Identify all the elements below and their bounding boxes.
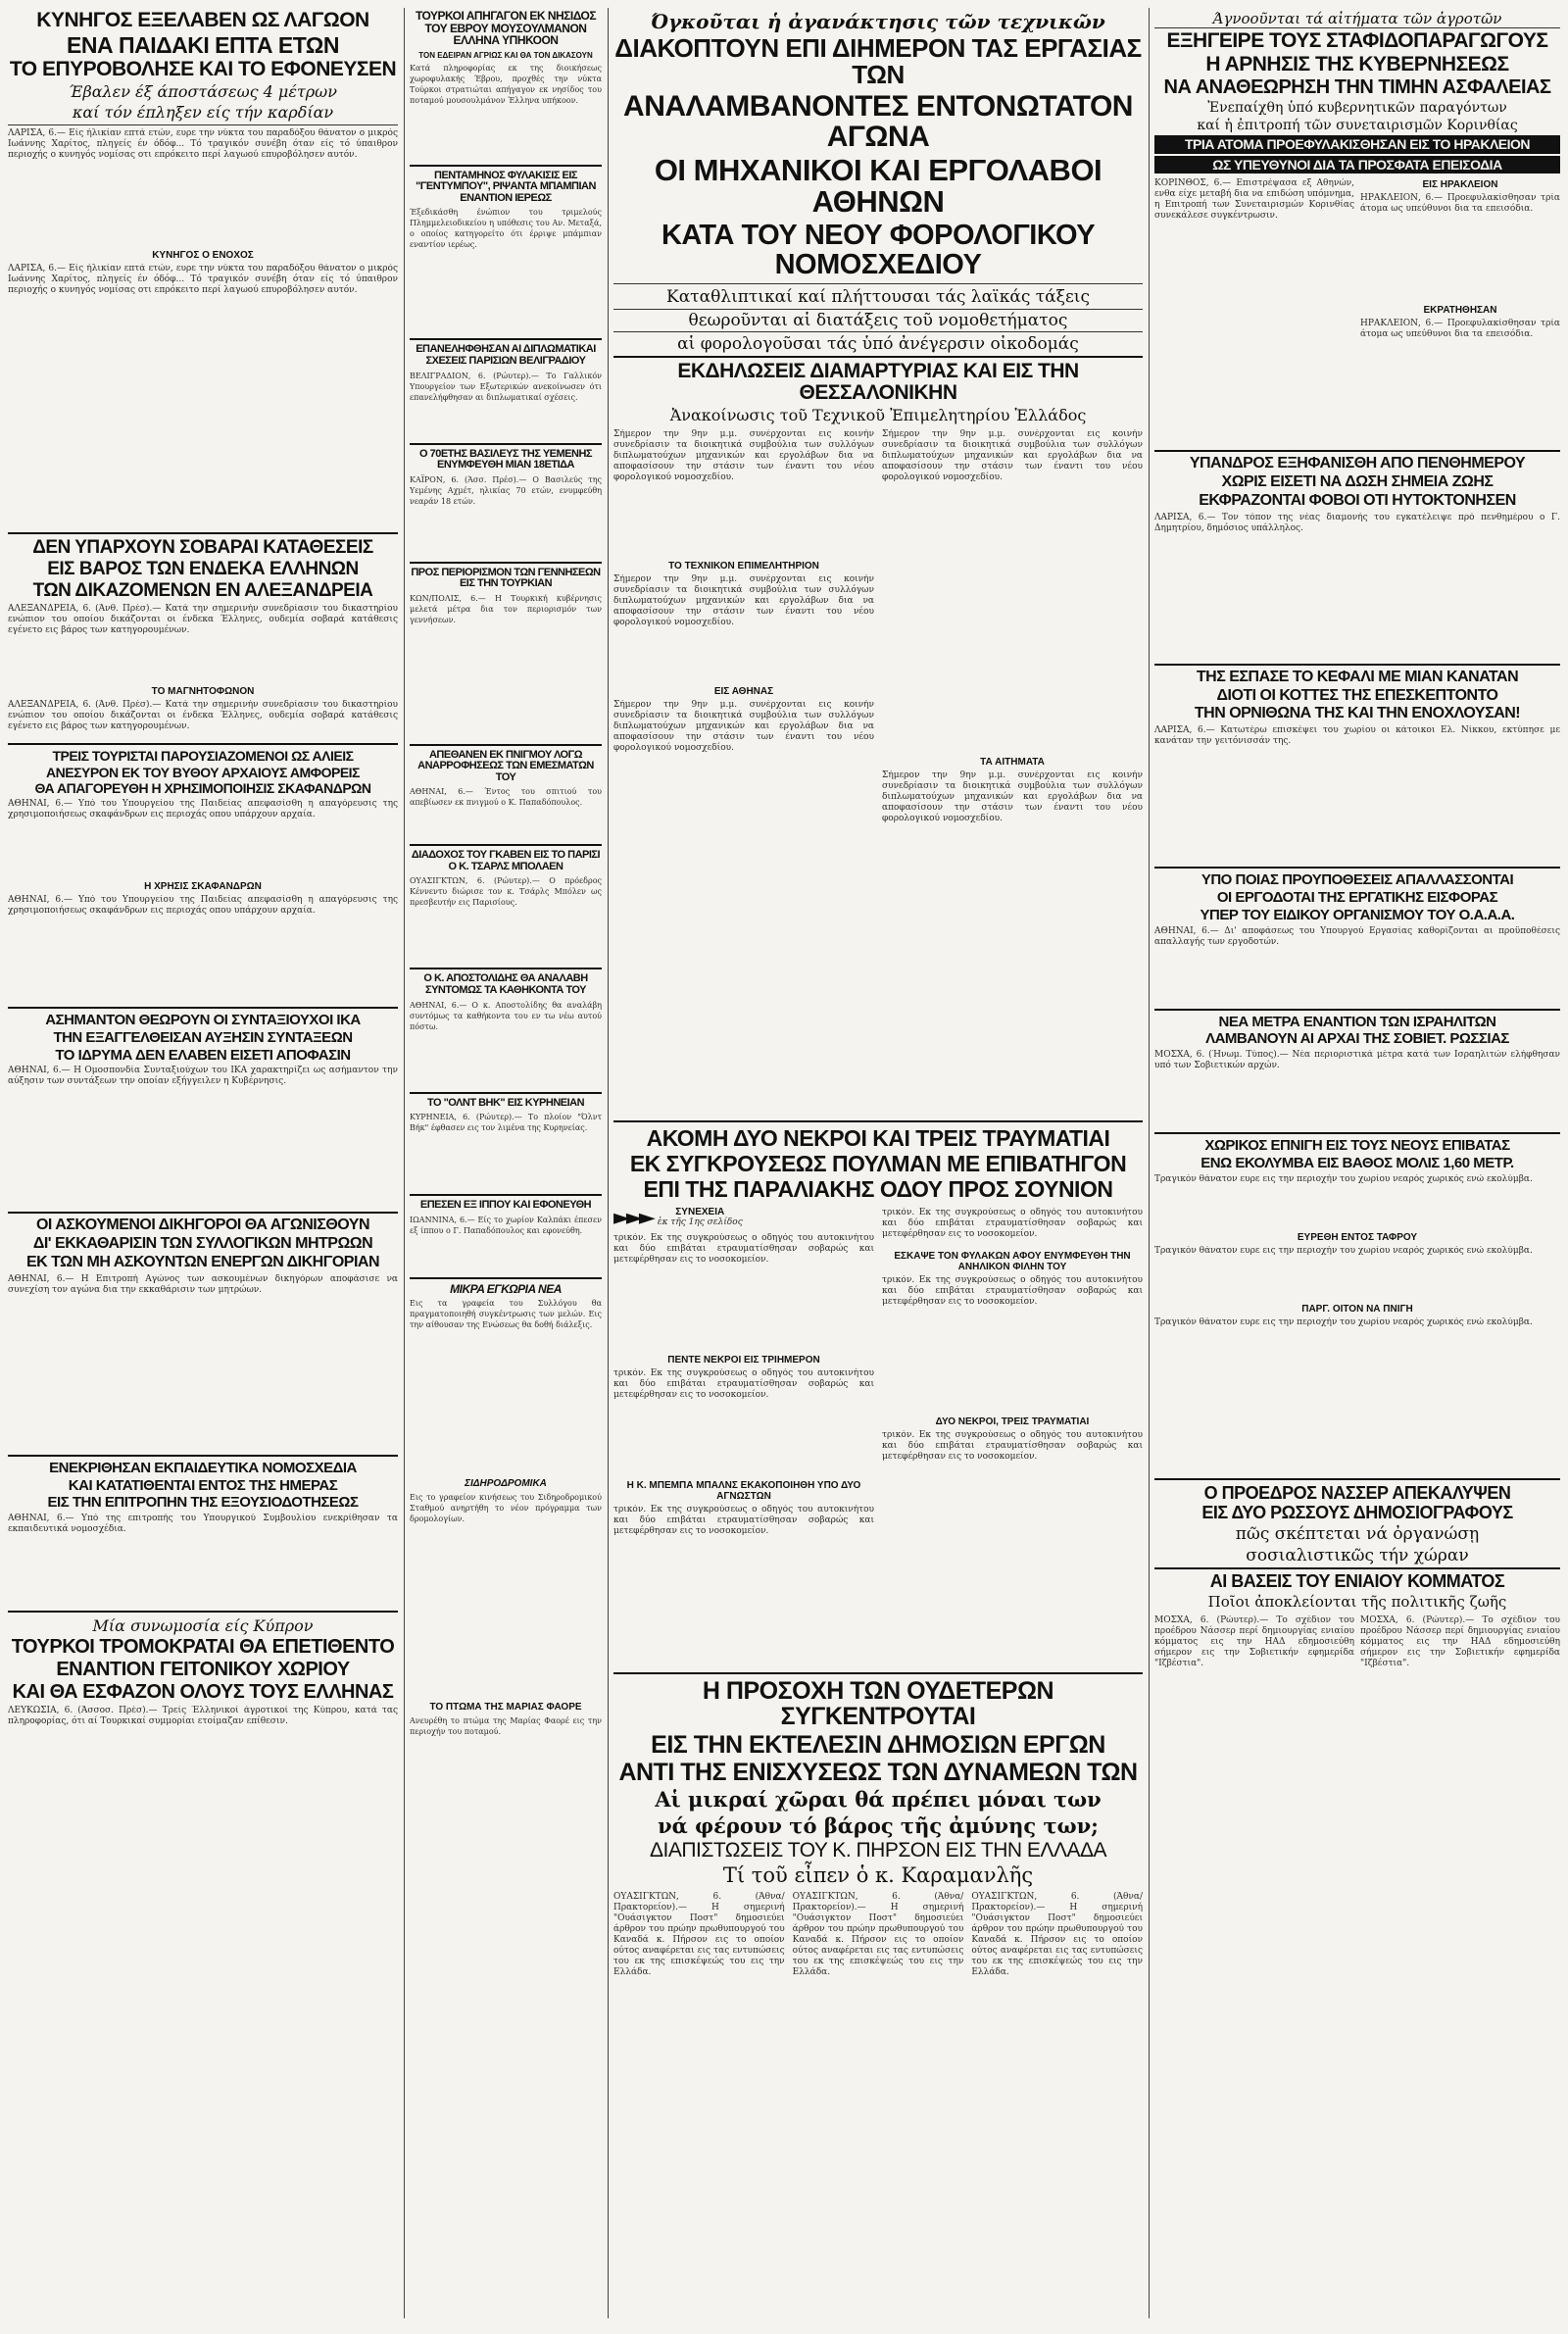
subheadline: Τί τοῦ εἶπεν ὁ κ. Καραμανλῆς — [722, 1863, 1034, 1888]
column-rule — [404, 8, 405, 2318]
headline: ΕΙΣ ΤΗΝ ΕΚΤΕΛΕΣΙΝ ΔΗΜΟΣΙΩΝ ΕΡΓΩΝ — [651, 1730, 1105, 1759]
inner-heading: ΠΑΡΓ. ΟΙΤΟΝ ΝΑ ΠΝΙΓΗ — [1301, 1303, 1413, 1315]
article-body: τρικόν. Εκ της συγκρούσεως ο οδηγός του αυτοκινήτου και δύο επιβάται ετραυματίσθησαν σοβαρώς και μετεφέρθησαν εις το νοσοκομείον. — [613, 1233, 874, 1266]
article-missing-man — [1154, 456, 1560, 659]
article-body: ΛΑΡΙΣΑ, 6.— Κατωτέρω επισκέψει του χωρίου οι κάτοικοι Ελ. Νίκκου, εκτύπησε με κανάταν την γειτόνισσάν της. — [1154, 725, 1560, 747]
article-body: τρικόν. Εκ της συγκρούσεως ο οδηγός του αυτοκινήτου και δύο επιβάται ετραυματίσθησαν σοβαρώς και μετεφέρθησαν εις το νοσοκομείον. — [613, 1368, 874, 1401]
headline: ΕΚ ΤΩΝ ΜΗ ΑΣΚΟΥΝΤΩΝ ΕΝΕΡΓΩΝ ΔΙΚΗΓΟΡΙΑΝ — [26, 1253, 379, 1270]
headline: Ο 70ΕΤΗΣ ΒΑΣΙΛΕΥΣ ΤΗΣ ΥΕΜΕΝΗΣ ΕΝΥΜΦΕΥΘΗ ΜΙΑΝ 18ΕΤΙΔΑ — [418, 447, 592, 472]
article-body: ΗΡΑΚΛΕΙΟΝ, 6.— Προεφυλακίσθησαν τρία άτομα ως υπεύθυνοι δια τα επεισόδια. — [1360, 319, 1560, 340]
article-body: Τραγικόν θάνατον ευρε εις την περιοχήν του χωρίου νεαρός χωρικός ενώ εκολύμβα. — [1154, 1245, 1533, 1256]
article-body: ΛΕΥΚΩΣΙΑ, 6. (Άσσοσ. Πρέσ).— Τρείς Έλληνικοί άγροτικοί της Κύπρου, κατά τας πληροφορίας, ότι αί Τουρκικαί συμμορίαι ετοίμαζαν επίθεσιν. — [8, 1706, 398, 1726]
column-4 — [1154, 8, 1560, 1785]
article-body: ΜΟΣΧΑ, 6. (Ρώυτερ).— Το σχέδιον του προέδρου Νάσσερ περί δημιουργίας ενιαίου κόμματος εις την ΗΑΔ εδημοσιεύθη σήμερον εις την Σοβιετικήν εφημερίδα "Ιζβέστια". — [1154, 1615, 1354, 1669]
headline: ΕΝΑΝΤΙΟΝ ΓΕΙΤΟΝΙΚΟΥ ΧΩΡΙΟΥ — [56, 1659, 350, 1680]
article-body: ΛΑΡΙΣΑ, 6.— Τον τόπον της νέας διαμονής του εγκατέλειψε πρό πενθημέρου ο Γ. Δημητρίου, δημόσιος υπάλληλος. — [1154, 512, 1560, 533]
article-body: ΑΛΕΞΑΝΔΡΕΙΑ, 6. (Άνθ. Πρέσ).— Κατά την σημερινήν συνεδρίασιν του δικαστηρίου ενώπιον του οποίου δικάζονται οι ένδεκα Έλληνες, ουδεμία σοβαρά κατάθεσις εγένετο εις βάρος των κατηγορουμένων. — [8, 700, 398, 732]
headline: Ο ΠΡΟΕΔΡΟΣ ΝΑΣΣΕΡ ΑΠΕΚΑΛΥΨΕΝ — [1203, 1482, 1511, 1503]
column-3 — [613, 8, 1143, 2071]
headline: Ο Κ. ΑΠΟΣΤΟΛΙΔΗΣ ΘΑ ΑΝΑΛΑΒΗ ΣΥΝΤΟΜΩΣ ΤΑ ΚΑΘΗΚΟΝΤΑ ΤΟΥ — [423, 972, 588, 996]
article-body: ΑΘΗΝΑΙ, 6.— Έντος του σπιτιού του απεβίωσεν εκ πνιγμού ο Κ. Παπαδόπουλος. — [410, 787, 602, 808]
article-body: ΑΘΗΝΑΙ, 6.— Υπό του Υπουργείου της Παιδείας απεφασίσθη η απαγόρευσις της χρησιμοποιήσεως σκαφάνδρων εις περιοχάς οπου υπάρχουν αρχαία. — [8, 799, 398, 820]
headline: ΥΠΕΡ ΤΟΥ ΕΙΔΙΚΟΥ ΟΡΓΑΝΙΣΜΟΥ ΤΟΥ Ο.Α.Α.Α. — [1200, 906, 1515, 923]
article-body: Εις το γραφείον κινήσεως του Σιδηροδρομικού Σταθμού ανηρτήθη το νέον πρόγραμμα των δρομολογίων. — [410, 1493, 602, 1524]
subheadline: σοσιαλιστικῶς τήν χώραν — [1246, 1546, 1469, 1566]
article-body: Ανευρέθη το πτώμα της Μαρίας Φαορέ εις την περιοχήν του ποταμού. — [410, 1716, 602, 1737]
headline: ΕΙΣ ΔΥΟ ΡΩΣΣΟΥΣ ΔΗΜΟΣΙΟΓΡΑΦΟΥΣ — [1201, 1503, 1513, 1523]
column-1 — [8, 8, 398, 1856]
inner-heading: ΤΟ ΤΕΧΝΙΚΟΝ ΕΠΙΜΕΛΗΤΗΡΙΟΝ — [668, 560, 819, 571]
headline: ΧΩΡΙΣ ΕΙΣΕΤΙ ΝΑ ΔΩΣΗ ΣΗΜΕΙΑ ΖΩΗΣ — [1221, 473, 1494, 491]
inner-heading: ΕΙΣ ΑΘΗΝΑΣ — [713, 685, 774, 697]
subheadline: Ποῖοι ἀποκλείονται τῆς πολιτικῆς ζωῆς — [1207, 1593, 1507, 1612]
headline: ΠΕΝΤΑΜΗΝΟΣ ΦΥΛΑΚΙΣΙΣ ΕΙΣ "ΓΕΝΤΥΜΠΟΥ", ΡΙΨΑΝΤΑ ΜΠΑΜΠΙΑΝ ΕΝΑΝΤΙΟΝ ΙΕΡΕΩΣ — [416, 169, 596, 204]
article-body: ΙΩΑΝΝΙΝΑ, 6.— Είς το χωρίον Καλπάκι έπεσεν εξ ίππου ο Γ. Παπαδόπουλος και εφονεύθη. — [410, 1215, 602, 1235]
headline: ΑΠΕΘΑΝΕΝ ΕΚ ΠΝΙΓΜΟΥ ΛΟΓΩ ΑΝΑΡΡΟΦΗΣΕΩΣ ΤΩΝ ΕΜΕΣΜΑΤΩΝ ΤΟΥ — [417, 748, 594, 783]
headline: ΤΡΕΙΣ ΤΟΥΡΙΣΤΑΙ ΠΑΡΟΥΣΙΑΖΟΜΕΝΟΙ ΩΣ ΑΛΙΕΙΣ — [52, 748, 354, 765]
headline: ΕΙΣ ΤΗΝ ΕΠΙΤΡΟΠΗΝ ΤΗΣ ΕΞΟΥΣΙΟΔΟΤΗΣΕΩΣ — [47, 1494, 359, 1512]
headline: ΤΟΥΡΚΟΙ ΑΠΗΓΑΓΟΝ ΕΚ ΝΗΣΙΔΟΣ ΤΟΥ ΕΒΡΟΥ ΜΟΥΣΟΥΛΜΑΝΟΝ ΕΛΛΗΝΑ ΥΠΗΚΟΟΝ — [415, 9, 597, 48]
subheadline: ΤΟΝ ΕΔΕΙΡΑΝ ΑΓΡΙΩΣ ΚΑΙ ΘΑ ΤΟΝ ΔΙΚΑΣΟΥΝ — [418, 50, 593, 60]
headline: ΛΑΜΒΑΝΟΥΝ ΑΙ ΑΡΧΑΙ ΤΗΣ ΣΟΒΙΕΤ. ΡΩΣΣΙΑΣ — [1205, 1030, 1509, 1048]
article-jug — [1154, 670, 1560, 863]
subheadline: Ἀνακοίνωσις τοῦ Τεχνικοῦ Ἐπιμελητηρίου Ἑλλάδος — [669, 405, 1087, 424]
article-body: ΗΡΑΚΛΕΙΟΝ, 6.— Προεφυλακίσθησαν τρία άτομα ως υπεύθυνοι δια τα επεισόδια. — [1360, 193, 1560, 215]
headline: ΑΚΟΜΗ ΔΥΟ ΝΕΚΡΟΙ ΚΑΙ ΤΡΕΙΣ ΤΡΑΥΜΑΤΙΑΙ — [646, 1124, 1110, 1151]
article-body: ΜΟΣΧΑ, 6. (Ήνωμ. Τύπος).— Νέα περιοριστικά μέτρα κατά των Ισραηλιτών ελήφθησαν υπό των Σοβιετικών αρχών. — [1154, 1050, 1560, 1070]
subheadline: θεωροῦνται αἱ διατάξεις τοῦ νομοθετήματος — [613, 309, 1143, 332]
headline: ΝΕΑ ΜΕΤΡΑ ΕΝΑΝΤΙΟΝ ΤΩΝ ΙΣΡΑΗΛΙΤΩΝ — [1218, 1013, 1496, 1030]
headline: ΕΝΕΚΡΙΘΗΣΑΝ ΕΚΠΑΙΔΕΥΤΙΚΑ ΝΟΜΟΣΧΕΔΙΑ — [49, 1459, 357, 1476]
headline: ΕΚΔΗΛΩΣΕΙΣ ΔΙΑΜΑΡΤΥΡΙΑΣ ΚΑΙ ΕΙΣ ΤΗΝ ΘΕΣΣΑΛΟΝΙΚΗΝ — [613, 356, 1143, 404]
headline: ΕΠΑΝΕΛΗΦΘΗΣΑΝ ΑΙ ΔΙΠΛΩΜΑΤΙΚΑΙ ΣΧΕΣΕΙΣ ΠΑΡΙΣΙΩΝ ΒΕΛΙΓΡΑΔΙΟΥ — [416, 343, 596, 367]
article-hunter — [8, 10, 398, 528]
article-belgrade — [410, 344, 602, 438]
kicker: Όγκοῦται ἡ ἀγανάκτησις τῶν τεχνικῶν — [651, 10, 1105, 33]
headline: ΜΙΚΡΑ ΕΓΚΩΡΙΑ ΝΕΑ — [450, 1281, 562, 1296]
inner-heading: Η Κ. ΜΠΕΜΠΑ ΜΠΑΛΝΣ ΕΚΑΚΟΠΟΙΗΘΗ ΥΠΟ ΔΥΟ ΑΓΝΩΣΤΩΝ — [626, 1480, 861, 1503]
kicker: Άγνοοῦνται τά αἰτήματα τῶν ἀγροτῶν — [1154, 10, 1560, 28]
headline: Η ΠΡΟΣΟΧΗ ΤΩΝ ΟΥΔΕΤΕΡΩΝ ΣΥΓΚΕΝΤΡΟΥΤΑΙ — [702, 1677, 1054, 1731]
inner-heading: ΔΥΟ ΝΕΚΡΟΙ, ΤΡΕΙΣ ΤΡΑΥΜΑΤΙΑΙ — [935, 1416, 1090, 1428]
inner-heading: ΕΙΣ ΗΡΑΚΛΕΙΟΝ — [1422, 179, 1498, 191]
headline: ΔΙΟΤΙ ΟΙ ΚΟΤΤΕΣ ΤΗΣ ΕΠΕΣΚΕΠΤΟΝΤΟ — [1216, 686, 1498, 704]
article-body: Κατά πληροφορίας εκ της διοικήσεως χωροφυλακής Έβρου, προχθές την νύκτα Τούρκοι στρατιώται απήγαγον εκ νησίδος του ποταμού μουσουλμάνον Έλληνα υπήκοον. — [410, 63, 602, 105]
article-body: ΚΩΝ/ΠΟΛΙΣ, 6.— Η Τουρκική κυβέρνησις μελετά μέτρα δια τον περιορισμόν των γεννήσεων. — [410, 593, 602, 624]
article-body: τρικόν. Εκ της συγκρούσεως ο οδηγός του αυτοκινήτου και δύο επιβάται ετραυματίσθησαν σοβαρώς και μετεφέρθησαν εις το νοσοκομείον. — [613, 1505, 874, 1537]
headline: ΑΝΤΙ ΤΗΣ ΕΝΙΣΧΥΣΕΩΣ ΤΩΝ ΔΥΝΑΜΕΩΝ ΤΩΝ — [618, 1758, 1138, 1786]
article-body: ΟΥΑΣΙΓΚΤΩΝ, 6. (Άθνα/Πρακτορείον).— Η σημερινή "Ουάσιγκτον Ποστ" δημοσιεύει άρθρον του πρώην πρωθυπουργού του Καναδά κ. Πήρσον εις το οποίον ούτος αναφέρεται εις τας εντυπώσεις του εκ της επισκέψεώς του εις την Ελλάδα. — [971, 1892, 1144, 1978]
headline: ΟΙ ΜΗΧΑΝΙΚΟΙ ΚΑΙ ΕΡΓΟΛΑΒΟΙ ΑΘΗΝΩΝ — [654, 152, 1102, 220]
column-rule — [1149, 8, 1150, 2318]
article-body: τρικόν. Εκ της συγκρούσεως ο οδηγός του αυτοκινήτου και δύο επιβάται ετραυματίσθησαν σοβαρώς και μετεφέρθησαν εις το νοσοκομείον. — [882, 1208, 1143, 1240]
subheadline: αἱ φορολογοῦσαι τάς ὑπό ἀνέγερσιν οἰκοδομάς — [677, 333, 1079, 354]
continuation-arrows: ►►► — [613, 1205, 652, 1231]
article-evros — [410, 10, 602, 161]
headline: ΔΕΝ ΥΠΑΡΧΟΥΝ ΣΟΒΑΡΑΙ ΚΑΤΑΘΕΣΕΙΣ — [32, 537, 373, 559]
article-body: ΜΟΣΧΑ, 6. (Ρώυτερ).— Το σχέδιον του προέδρου Νάσσερ περί δημιουργίας ενιαίου κόμματος εις την ΗΑΔ εδημοσιεύθη σήμερον εις την Σοβιετικήν εφημερίδα "Ιζβέστια". — [1360, 1615, 1560, 1669]
headline: ΔΙ' ΕΚΚΑΘΑΡΙΣΙΝ ΤΩΝ ΣΥΛΛΟΓΙΚΩΝ ΜΗΤΡΩΩΝ — [32, 1235, 373, 1253]
article-body: Σήμερον την 9ην μ.μ. συνέρχονται εις κοινήν συνεδρίασιν τα διοικητικά συμβούλια των συλλόγων διπλωματούχων μηχανικών και εργολάβων δια να αποφασίσουν την στάσιν των έναντι του νέου φορολογικού νομοσχεδίου. — [613, 428, 874, 482]
inner-heading: ΕΥΡΕΘΗ ΕΝΤΟΣ ΤΑΦΡΟΥ — [1297, 1231, 1418, 1243]
article-body: ΟΥΑΣΙΓΚΤΩΝ, 6. (Ρώυτερ).— Ο πρόεδρος Κέννεντυ διώρισε τον κ. Τσάρλς Μπόλεν ως πρεσβευτήν εις Παρισίους. — [410, 876, 602, 908]
article-body: ΚΥΡΗΝΕΙΑ, 6. (Ρώυτερ).— Το πλοίον "Όλντ Βήκ" έφθασεν εις τον λιμένα της Κυρηνείας. — [410, 1113, 602, 1133]
article-local-news — [410, 1283, 602, 1785]
article-drowned — [410, 750, 602, 841]
headline: ΥΠΑΝΔΡΟΣ ΕΞΗΦΑΝΙΣΘΗ ΑΠΟ ΠΕΝΘΗΜΕΡΟΥ — [1189, 455, 1526, 472]
article-body: τρικόν. Εκ της συγκρούσεως ο οδηγός του αυτοκινήτου και δύο επιβάται ετραυματίσθησαν σοβαρώς και μετεφέρθησαν εις το νοσοκομείον. — [882, 1430, 1143, 1463]
inner-heading: ΣΙΔΗΡΟΔΡΟΜΙΚΑ — [465, 1478, 547, 1490]
headline: ΤΟ ΙΔΡΥΜΑ ΔΕΝ ΕΛΑΒΕΝ ΕΙΣΕΤΙ ΑΠΟΦΑΣΙΝ — [55, 1046, 351, 1064]
article-education — [8, 1461, 398, 1607]
subheadline: Έβαλεν έξ άποστάσεως 4 μέτρων — [69, 82, 337, 102]
article-neutrals — [613, 1678, 1143, 2071]
article-horse — [410, 1200, 602, 1273]
article-tourists — [8, 749, 398, 1003]
article-body: ΑΘΗΝΑΙ, 6.— Υπό του Υπουργείου της Παιδείας απεφασίσθη η απαγόρευσις της χρησιμοποιήσεως σκαφάνδρων εις περιοχάς οπου υπάρχουν αρχαία. — [8, 895, 398, 917]
newspaper-page — [8, 8, 1560, 2318]
headline: ΤΟ "ΟΛΝΤ ΒΗΚ" ΕΙΣ ΚΥΡΗΝΕΙΑΝ — [426, 1096, 585, 1109]
headline: ΤΡΙΑ ΑΤΟΜΑ ΠΡΟΕΦΥΛΑΚΙΣΘΗΣΑΝ ΕΙΣ ΤΟ ΗΡΑΚΛΕΙΟΝ — [1154, 135, 1560, 154]
headline: ΑΣΗΜΑΝΤΟΝ ΘΕΩΡΟΥΝ ΟΙ ΣΥΝΤΑΞΙΟΥΧΟΙ ΙΚΑ — [45, 1012, 361, 1029]
article-raisin-growers — [1154, 10, 1560, 446]
subheadline: Ἐνεπαίχθη ὑπό κυβερνητικῶν παραγόντων — [1207, 100, 1507, 117]
article-lawyers — [8, 1217, 398, 1450]
inner-heading: ΤΟ ΠΤΩΜΑ ΤΗΣ ΜΑΡΙΑΣ ΦΑΟΡΕ — [429, 1702, 582, 1713]
article-turkey — [410, 568, 602, 740]
headline: ΕΝΩ ΕΚΟΛΥΜΒΑ ΕΙΣ ΒΑΘΟΣ ΜΟΛΙΣ 1,60 ΜΕΤΡ. — [1200, 1154, 1514, 1171]
article-oldvic — [410, 1098, 602, 1191]
headline: ΕΚΦΡΑΖΟΝΤΑΙ ΦΟΒΟΙ ΟΤΙ ΗΥΤΟΚΤΟΝΗΣΕΝ — [1199, 492, 1516, 510]
headline: ΕΞΗΓΕΙΡΕ ΤΟΥΣ ΣΤΑΦΙΔΟΠΑΡΑΓΩΓΟΥΣ — [1166, 29, 1548, 52]
headline: ΤΗΝ ΕΞΑΓΓΕΛΘΕΙΣΑΝ ΑΥΞΗΣΙΝ ΣΥΝΤΑΞΕΩΝ — [53, 1028, 353, 1046]
headline: ΚΑΙ ΘΑ ΕΣΦΑΖΟΝ ΟΛΟΥΣ ΤΟΥΣ ΕΛΛΗΝΑΣ — [12, 1681, 394, 1703]
article-gentymbou — [410, 171, 602, 335]
inner-heading: ΕΚΡΑΤΗΘΗΣΑΝ — [1423, 305, 1497, 317]
article-engineers — [613, 10, 1143, 1117]
column-2 — [410, 8, 602, 1787]
headline: ΕΚ ΣΥΓΚΡΟΥΣΕΩΣ ΠΟΥΛΜΑΝ ΜΕ ΕΠΙΒΑΤΗΓΟΝ — [629, 1150, 1127, 1176]
column-rule — [608, 8, 609, 2318]
headline: ΕΙΣ ΒΑΡΟΣ ΤΩΝ ΕΝΔΕΚΑ ΕΛΛΗΝΩΝ — [47, 559, 359, 580]
article-cyprus — [8, 1616, 398, 1853]
headline: ΝΑ ΑΝΑΘΕΩΡΗΣΗ ΤΗΝ ΤΙΜΗΝ ΑΣΦΑΛΕΙΑΣ — [1163, 76, 1551, 99]
article-body: ΒΕΛΙΓΡΑΔΙΟΝ, 6. (Ρώυτερ).— Το Γαλλικόν Υπουργείον των Εξωτερικών ανεκοίνωσεν ότι επανελήφθησαν αι διπλωματικαί σχέσεις. — [410, 371, 602, 402]
headline: ΚΥΝΗΓΟΣ ΕΞΕΛΑΒΕΝ ΩΣ ΛΑΓΩΟΝ — [36, 9, 369, 31]
subheadline: καί ἡ ἐπιτροπή τῶν συνεταιρισμῶν Κορινθίας — [1197, 118, 1518, 134]
headline: ΔΙΑΔΟΧΟΣ ΤΟΥ ΓΚΑΒΕΝ ΕΙΣ ΤΟ ΠΑΡΙΣΙ Ο Κ. ΤΣΑΡΛΣ ΜΠΟΛΑΕΝ — [411, 849, 601, 872]
article-body: Εις τα γραφεία του Συλλόγου θα πραγματοποιηθή συγκέντρωσις των μελών. Εις την αίθουσαν της Ενώσεως θα δοθή διάλεξις. — [410, 1299, 602, 1330]
headline: ΔΙΑΚΟΠΤΟΥΝ ΕΠΙ ΔΙΗΜΕΡΟΝ ΤΑΣ ΕΡΓΑΣΙΑΣ ΤΩΝ — [614, 33, 1142, 90]
continuation-label: ΣΥΝΕΧΕΙΑ — [675, 1207, 725, 1218]
article-ika — [8, 1013, 398, 1208]
inner-heading: ΠΕΝΤΕ ΝΕΚΡΟΙ ΕΙΣ ΤΡΙΗΜΕΡΟΝ — [667, 1355, 820, 1366]
inner-heading: ΕΣΚΑΨΕ ΤΟΝ ΦΥΛΑΚΩΝ ΑΦΟΥ ΕΝΥΜΦΕΥΘΗ ΤΗΝ ΑΝΗΛΙΚΟΝ ΦΙΛΗΝ ΤΟΥ — [894, 1251, 1131, 1273]
inner-heading: ΚΥΝΗΓΟΣ Ο ΕΝΟΧΟΣ — [152, 250, 254, 262]
headline: ΤΩΝ ΔΙΚΑΖΟΜΕΝΩΝ ΕΝ ΑΛΕΞΑΝΔΡΕΙΑ — [32, 580, 373, 602]
article-bohlen — [410, 850, 602, 964]
article-body: ΛΑΡΙΣΑ, 6.— Είς ήλικίαν επτά ετών, ευρε την νύκτα του παραδόξου θάνατον ο μικρός Ιωάννης Χαρίτος, πληγείς έν όδόφ... Τό τραγικόν συνέβη όταν είς τό ύπαιθρον περιοχής ο κυνηγός νομίσας οτι επρόκειτο περί λαγωού επυροβόλησεν αυτόν. — [8, 128, 398, 161]
subheadline: Καταθλιπτικαί καί πλήττουσαι τάς λαϊκάς τάξεις — [666, 286, 1090, 307]
article-body: Τραγικόν θάνατον ευρε εις την περιοχήν του χωρίου νεαρός χωρικός ενώ εκολύμβα. — [1154, 1316, 1533, 1327]
headline: ΕΠΙ ΤΗΣ ΠΑΡΑΛΙΑΚΗΣ ΟΔΟΥ ΠΡΟΣ ΣΟΥΝΙΟΝ — [643, 1175, 1113, 1202]
inner-heading: ΤΑ ΑΙΤΗΜΑΤΑ — [980, 756, 1045, 768]
article-apostolidis — [410, 973, 602, 1087]
article-body: Έξεδικάσθη ένώπιον του τριμελούς Πλημμελειοδικείου η υπόθεσις του Αν. Μεταξά, ο οποίος κατηγορείτο ότι έρριψε μπάμπιαν εναντίον ιερέως. — [410, 208, 602, 250]
article-body: ΛΑΡΙΣΑ, 6.— Είς ήλικίαν επτά ετών, ευρε την νύκτα του παραδόξου θάνατον ο μικρός Ιωάννης Χαρίτος, πληγείς έν όδόφ... Τό τραγικόν συνέβη όταν είς τό ύπαιθρον περιοχής ο κυνηγός νομίσας οτι επρόκειτο περί λαγωού επυροβόλησεν αυτόν. — [8, 264, 398, 296]
article-body: Σήμερον την 9ην μ.μ. συνέρχονται εις κοινήν συνεδρίασιν τα διοικητικά συμβούλια των συλλόγων διπλωματούχων μηχανικών και εργολάβων δια να αποφασίσουν την στάσιν των έναντι του νέου φορολογικού νομοσχεδίου. — [882, 770, 1143, 823]
article-sounion-crash — [613, 1126, 1143, 1668]
article-yemen — [410, 449, 602, 558]
headline: Η ΑΡΝΗΣΙΣ ΤΗΣ ΚΥΒΕΡΝΗΣΕΩΣ — [1205, 53, 1509, 76]
kicker: Μία συνωμοσία είς Κύπρον — [92, 1616, 314, 1635]
article-body: Σήμερον την 9ην μ.μ. συνέρχονται εις κοινήν συνεδρίασιν τα διοικητικά συμβούλια των συλλόγων διπλωματούχων μηχανικών και εργολάβων δια να αποφασίσουν την στάσιν των έναντι του νέου φορολογικού νομοσχεδίου. — [882, 428, 1143, 482]
continuation-note: ἐκ τῆς 1ης σελίδος — [657, 1217, 743, 1228]
article-soviet — [1154, 1015, 1560, 1129]
subheadline: πῶς σκέπτεται νά ὀργανώσῃ — [1235, 1524, 1480, 1545]
article-body: Σήμερον την 9ην μ.μ. συνέρχονται εις κοινήν συνεδρίασιν τα διοικητικά συμβούλια των συλλόγων διπλωματούχων μηχανικών και εργολάβων δια να αποφασίσουν την στάσιν των έναντι του νέου φορολογικού νομοσχεδίου. — [613, 699, 874, 753]
headline: ΟΙ ΑΣΚΟΥΜΕΝΟΙ ΔΙΚΗΓΟΡΟΙ ΘΑ ΑΓΩΝΙΣΘΟΥΝ — [35, 1217, 369, 1234]
headline: ΩΣ ΥΠΕΥΘΥΝΟΙ ΔΙΑ ΤΑ ΠΡΟΣΦΑΤΑ ΕΠΕΙΣΟΔΙΑ — [1154, 156, 1560, 174]
headline: ΚΑΙ ΚΑΤΑΤΙΘΕΝΤΑΙ ΕΝΤΟΣ ΤΗΣ ΗΜΕΡΑΣ — [68, 1476, 338, 1494]
headline: ΧΩΡΙΚΟΣ ΕΠΝΙΓΗ ΕΙΣ ΤΟΥΣ ΝΕΟΥΣ ΕΠΙΒΑΤΑΣ — [1204, 1137, 1510, 1154]
headline: ΠΡΟΣ ΠΕΡΙΟΡΙΣΜΟΝ ΤΩΝ ΓΕΝΝΗΣΕΩΝ ΕΙΣ ΤΗΝ ΤΟΥΡΚΙΑΝ — [411, 566, 601, 590]
headline: ΔΙΑΠΙΣΤΩΣΕΙΣ ΤΟΥ Κ. ΠΗΡΣΟΝ ΕΙΣ ΤΗΝ ΕΛΛΑΔΑ — [649, 1839, 1107, 1862]
headline: ΤΗΣ ΕΣΠΑΣΕ ΤΟ ΚΕΦΑΛΙ ΜΕ ΜΙΑΝ ΚΑΝΑΤΑΝ — [1196, 668, 1519, 685]
headline: ΟΙ ΕΡΓΟΔΟΤΑΙ ΤΗΣ ΕΡΓΑΤΙΚΗΣ ΕΙΣΦΟΡΑΣ — [1216, 889, 1498, 906]
subheadline: καί τόν έπληξεν είς τήν καρδίαν — [72, 103, 334, 123]
article-body: ΟΥΑΣΙΓΚΤΩΝ, 6. (Άθνα/Πρακτορείον).— Η σημερινή "Ουάσιγκτον Ποστ" δημοσιεύει άρθρον του πρώην πρωθυπουργού του Καναδά κ. Πήρσον εις το οποίον ούτος αναφέρεται εις τας εντυπώσεις του εκ της επισκέψεώς του εις την Ελλάδα. — [792, 1892, 964, 1978]
subheadline: Αἱ μικραί χῶραι θά πρέπει μόναι των — [655, 1787, 1102, 1813]
headline: ΤΟΥΡΚΟΙ ΤΡΟΜΟΚΡΑΤΑΙ ΘΑ ΕΠΕΤΙΘΕΝΤΟ — [11, 1636, 395, 1658]
headline: ΘΑ ΑΠΑΓΟΡΕΥΘΗ Η ΧΡΗΣΙΜΟΠΟΙΗΣΙΣ ΣΚΑΦΑΝΔΡΩΝ — [34, 780, 371, 797]
headline: ΥΠΟ ΠΟΙΑΣ ΠΡΟΥΠΟΘΕΣΕΙΣ ΑΠΑΛΛΑΣΣΟΝΤΑΙ — [1200, 871, 1514, 889]
article-body: ΑΘΗΝΑΙ, 6.— Η Ομοσπονδία Συνταξιούχων του ΙΚΑ χαρακτηρίζει ως ασήμαντον την αύξησιν των συντάξεων την οποίαν εξήγγειλεν η Κυβέρνησις. — [8, 1066, 398, 1087]
headline: ΕΠΕΣΕΝ ΕΞ ΙΠΠΟΥ ΚΑΙ ΕΦΟΝΕΥΘΗ — [419, 1199, 592, 1212]
article-body: ΚΑΪΡΟΝ, 6. (Άσσ. Πρέσ).— Ο Βασιλεύς της Υεμένης Αχμέτ, ηλικίας 70 ετών, ενυμφεύθη νεαράν 18 ετών. — [410, 474, 602, 506]
article-villager-drowned — [1154, 1138, 1560, 1474]
article-body: Σήμερον την 9ην μ.μ. συνέρχονται εις κοινήν συνεδρίασιν τα διοικητικά συμβούλια των συλλόγων διπλωματούχων μηχανικών και εργολάβων δια να αποφασίσουν την στάσιν των έναντι του νέου φορολογικού νομοσχεδίου. — [613, 573, 874, 627]
headline: ΤΟ ΕΠΥΡΟΒΟΛΗΣΕ ΚΑΙ ΤΟ ΕΦΟΝΕΥΣΕΝ — [9, 58, 397, 81]
article-body: ΑΘΗΝΑΙ, 6.— Υπό της επιτροπής του Υπουργικού Συμβουλίου ενεκρίθησαν τα εκπαιδευτικά νομοσχέδια. — [8, 1514, 398, 1534]
article-alexandria — [8, 538, 398, 739]
article-nasser — [1154, 1484, 1560, 1786]
article-employers — [1154, 872, 1560, 1004]
headline: ΑΝΑΛΑΜΒΑΝΟΝΤΕΣ ΕΝΤΟΝΩΤΑΤΟΝ ΑΓΩΝΑ — [623, 89, 1133, 154]
article-body: ΑΛΕΞΑΝΔΡΕΙΑ, 6. (Άνθ. Πρέσ).— Κατά την σημερινήν συνεδρίασιν του δικαστηρίου ενώπιον του οποίου δικάζονται οι ένδεκα Έλληνες, ουδεμία σοβαρά κατάθεσις εγένετο εις βάρος των κατηγορουμένων. — [8, 604, 398, 636]
headline: ΚΑΤΑ ΤΟΥ ΝΕΟΥ ΦΟΡΟΛΟΓΙΚΟΥ ΝΟΜΟΣΧΕΔΙΟΥ — [661, 219, 1096, 281]
article-body: ΑΘΗΝΑΙ, 6.— Η Επιτροπή Αγώνος των ασκουμένων δικηγόρων αποφάσισε να συνεχίση τον αγώνα δια την εκκαθάρισιν των μητρώων. — [8, 1273, 398, 1295]
headline: ΕΝΑ ΠΑΙΔΑΚΙ ΕΠΤΑ ΕΤΩΝ — [67, 32, 339, 59]
inner-heading: ΤΟ ΜΑΓΝΗΤΟΦΩΝΟΝ — [151, 686, 255, 698]
inner-heading: Η ΧΡΗΣΙΣ ΣΚΑΦΑΝΔΡΩΝ — [144, 881, 262, 893]
article-body: ΚΟΡΙΝΘΟΣ, 6.— Επιστρέψασα εξ Αθηνών, ενθα είχε μεταβή δια να επιδώση υπόμνημα, η Επιτροπή των Συνεταιρισμών Κορινθίας συνεκάλεσε συγκέντρωσιν. — [1154, 178, 1354, 222]
article-body: τρικόν. Εκ της συγκρούσεως ο οδηγός του αυτοκινήτου και δύο επιβάται ετραυματίσθησαν σοβαρώς και μετεφέρθησαν εις το νοσοκομείον. — [882, 1275, 1143, 1308]
article-body: Τραγικόν θάνατον ευρε εις την περιοχήν του χωρίου νεαρός χωρικός ενώ εκολύμβα. — [1154, 1173, 1533, 1184]
article-body: ΑΘΗΝΑΙ, 6.— Ο κ. Αποστολίδης θα αναλάβη συντόμως τα καθήκοντα του εν τω νέω αυτού πόστω. — [410, 1000, 602, 1031]
subheadline: νά φέρουν τό βάρος τῆς ἀμύνης των; — [658, 1813, 1099, 1839]
headline: ΤΗΝ ΟΡΝΙΘΩΝΑ ΤΗΣ ΚΑΙ ΤΗΝ ΕΝΟΧΛΟΥΣΑΝ! — [1194, 705, 1521, 722]
headline: ΑΝΕΣΥΡΟΝ ΕΚ ΤΟΥ ΒΥΘΟΥ ΑΡΧΑΙΟΥΣ ΑΜΦΟΡΕΙΣ — [46, 764, 360, 780]
headline: ΑΙ ΒΑΣΕΙΣ ΤΟΥ ΕΝΙΑΙΟΥ ΚΟΜΜΑΤΟΣ — [1154, 1567, 1560, 1591]
article-body: ΟΥΑΣΙΓΚΤΩΝ, 6. (Άθνα/Πρακτορείον).— Η σημερινή "Ουάσιγκτον Ποστ" δημοσιεύει άρθρον του πρώην πρωθυπουργού του Καναδά κ. Πήρσον εις το οποίον ούτος αναφέρεται εις τας εντυπώσεις του εκ της επισκέψεώς του εις την Ελλάδα. — [613, 1892, 785, 1978]
article-body: ΑΘΗΝΑΙ, 6.— Δι' αποφάσεως του Υπουργού Εργασίας καθορίζονται αι προϋποθέσεις απαλλαγής των εργοδοτών. — [1154, 925, 1560, 947]
